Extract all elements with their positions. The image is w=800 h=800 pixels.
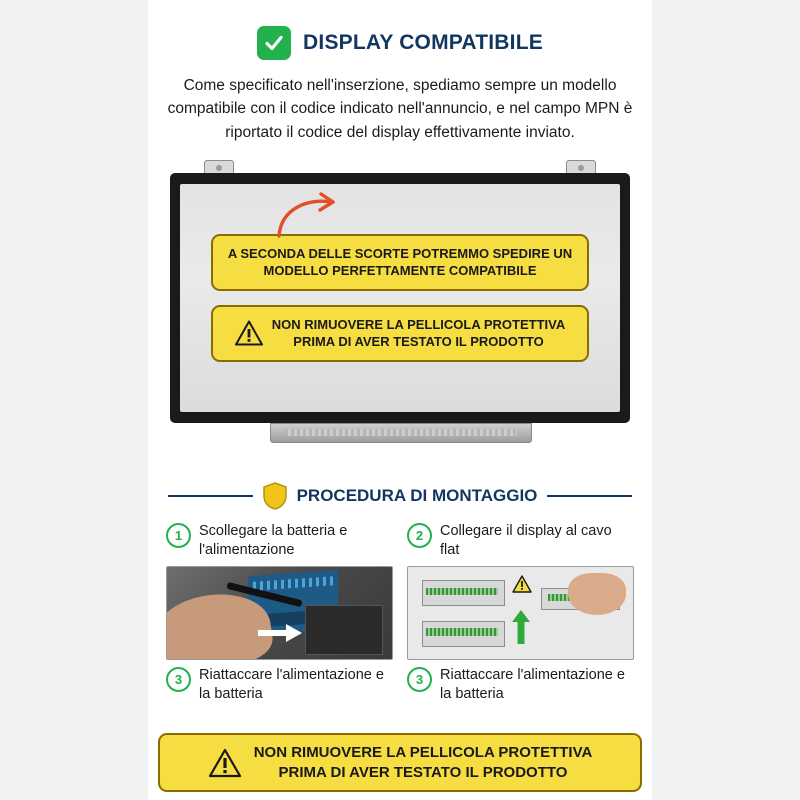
stock-notice-text: A SECONDA DELLE SCORTE POTREMMO SPEDIRE UN MODELLO PERFETTAMENTE COMPATIBILE xyxy=(227,245,573,279)
left-background-band xyxy=(0,0,148,800)
intro-paragraph: Come specificato nell'inserzione, spediamo sempre un modello compatibile con il codice indicato nell'annuncio, e nel campo MPN è riportato il codice del display effettivamente inviato. xyxy=(167,77,633,141)
shield-icon xyxy=(263,482,287,510)
footer-warning-text xyxy=(254,743,593,782)
film-warning-line2: PRIMA DI AVER TESTATO IL PRODOTTO xyxy=(293,334,544,350)
display-connector-photo xyxy=(407,566,634,660)
panel-connector-strip xyxy=(270,423,532,443)
divider-right xyxy=(547,495,632,497)
step-label: Riattaccare l'alimentazione e la batteria xyxy=(199,667,384,703)
flex-cable-b xyxy=(426,628,498,635)
step-label: Riattaccare l'alimentazione e la batteria xyxy=(440,667,625,703)
step-3-right xyxy=(407,666,634,704)
panel-bezel xyxy=(170,173,630,423)
step-2 xyxy=(407,522,634,661)
montaggio-section-header xyxy=(168,482,632,510)
step-number: 1 xyxy=(166,523,191,548)
display-panel-illustration xyxy=(170,160,630,460)
step-number: 2 xyxy=(407,523,432,548)
warning-triangle-icon xyxy=(208,748,242,778)
warning-triangle-icon xyxy=(235,320,263,346)
divider-left xyxy=(168,495,253,497)
page-title: DISPLAY COMPATIBILE xyxy=(303,31,543,54)
footer-line2: PRIMA DI AVER TESTATO IL PRODOTTO xyxy=(278,763,568,781)
right-background-band xyxy=(652,0,800,800)
warning-triangle-icon xyxy=(512,575,532,593)
montaggio-steps xyxy=(166,522,634,704)
header xyxy=(148,0,652,60)
laptop-internals-photo xyxy=(166,566,393,660)
step-number: 3 xyxy=(407,667,432,692)
green-up-arrow-icon xyxy=(512,610,530,644)
footer-warning-banner xyxy=(158,733,642,792)
white-arrow-icon xyxy=(258,624,302,642)
step-label: Collegare il display al cavo flat xyxy=(440,522,612,558)
step-number: 3 xyxy=(166,667,191,692)
film-warning-box xyxy=(211,305,589,362)
montaggio-title: PROCEDURA DI MONTAGGIO xyxy=(296,485,538,505)
curved-arrow-icon xyxy=(275,192,345,238)
step-1 xyxy=(166,522,393,661)
panel-screen-surface xyxy=(180,184,620,412)
check-icon xyxy=(257,26,291,60)
content-column xyxy=(148,0,652,800)
film-warning-line1: NON RIMUOVERE LA PELLICOLA PROTETTIVA xyxy=(271,316,566,332)
step-label: Scollegare la batteria e l'alimentazione xyxy=(199,522,348,558)
footer-line1: NON RIMUOVERE LA PELLICOLA PROTETTIVA xyxy=(253,744,593,761)
stock-notice-box xyxy=(211,234,589,291)
flex-cable-a xyxy=(426,588,498,595)
step-3-left xyxy=(166,666,393,704)
battery-shape xyxy=(305,605,384,655)
